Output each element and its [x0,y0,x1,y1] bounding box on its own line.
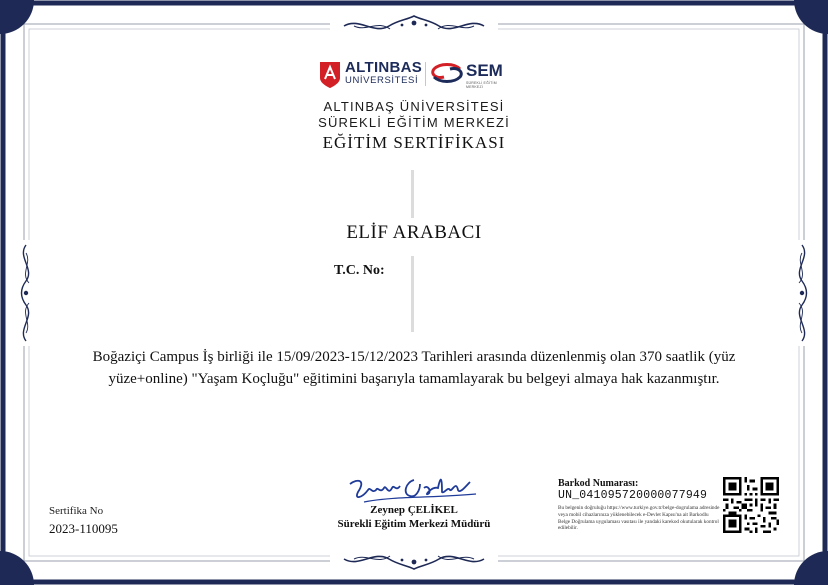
recipient-name: ELİF ARABACI [346,222,482,243]
sem-swirl-icon [430,63,464,83]
barcode-label: Barkod Numarası: [558,478,639,489]
logo-sem: SEM [466,61,503,80]
logo-universitesi: UNİVERSİTESİ [345,75,419,86]
department-name: SÜREKLİ EĞİTİM MERKEZİ [318,115,510,130]
logo-altinbas: ALTINBAS [345,59,423,76]
logo-divider [425,62,426,86]
signatory-name: Zeynep ÇELİKEL [370,504,458,516]
tc-number-label: T.C. No: [334,263,385,278]
altinbas-shield-icon [318,60,342,90]
logo-sem-sub: SÜREKLİ EĞİTİM MERKEZİ [466,81,497,89]
university-name: ALTINBAŞ ÜNİVERSİTESİ [323,99,505,114]
certificate-number-label: Sertifika No [49,505,104,517]
certificate-body-text: Boğaziçi Campus İş birliği ile 15/09/2023-15/12/2023 Tarihleri arasında düzenlenmiş olan 370 saatlik (yüz yüze+online) "Yaşam Koçluğu" eğitimini başarıyla tamamlayarak bu belgeyi almaya hak kazanmıştır. [92,349,736,387]
signatory-title: Sürekli Eğitim Merkezi Müdürü [337,518,491,530]
barcode-number: UN_041095720000077949 [558,489,708,502]
certificate-number-value: 2023-110095 [49,521,118,536]
qr-code-icon [723,477,779,533]
logo-block [318,58,510,92]
certificate-title: EĞİTİM SERTİFİKASI [322,133,506,152]
barcode-verification-note: Bu belgenin doğruluğu https://www.turkiye.gov.tr/belge-dogrulama adresinde veya mobil cihazlarınıza yüklenebilecek e-Devlet Kapısı'na ait Barkodlu Belge Doğrulama uygulaması vasıtası ile yandaki karekod okutularak kontrol edilebilir. [558,505,720,532]
handwritten-signature [344,472,484,508]
